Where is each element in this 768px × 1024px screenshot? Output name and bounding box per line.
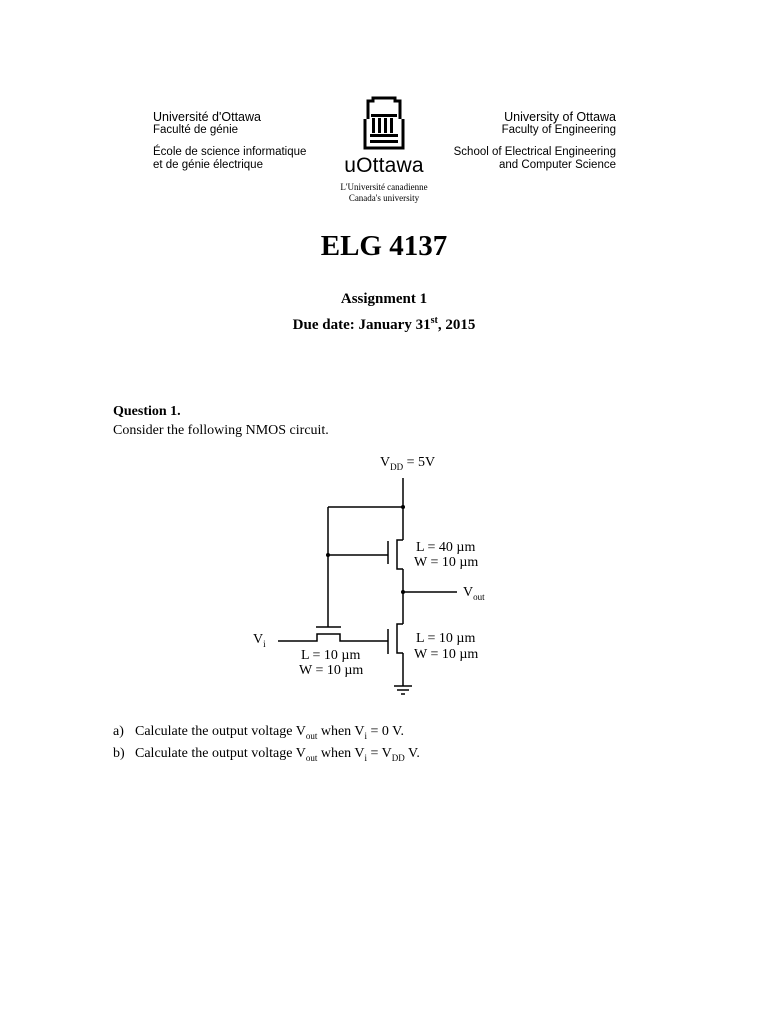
question-part-a: a) Calculate the output voltage $V_{out}$ when $V_i = 0$ V.: [113, 724, 404, 741]
header-university-fr: Université d'Ottawa: [153, 110, 261, 124]
header-left-block: [153, 110, 306, 172]
vi-label: $V_i$: [253, 632, 266, 649]
assignment-block: [0, 289, 768, 336]
junction-vout: [401, 590, 405, 594]
logo-tagline-en: Canada's university: [348, 193, 420, 203]
pass-width-label: W = 10 µm: [299, 663, 364, 678]
driver-length-label: L = 10 µm: [416, 631, 476, 646]
load-width-label: W = 10 µm: [414, 555, 479, 570]
question-parts: [113, 723, 420, 767]
header-university-en: University of Ottawa: [504, 110, 616, 124]
header-school-en-line1: School of Electrical Engineering: [453, 146, 616, 158]
question-part-b: b) Calculate the output voltage $V_{out}$ when $V_i = V_{DD}$ V.: [113, 745, 420, 763]
logo-wordmark: uOttawa: [344, 154, 424, 177]
header-right-block: [454, 110, 616, 172]
header-school-fr-line1: École de science informatique: [153, 146, 307, 158]
question-title: Question 1.: [113, 404, 181, 419]
header-faculty-en: Faculty of Engineering: [501, 124, 616, 136]
load-length-label: L = 40 µm: [416, 540, 476, 555]
junction-load-gate: [326, 553, 330, 557]
logo-tagline-fr: L'Université canadienne: [340, 182, 428, 192]
junction-vdd: [401, 505, 405, 509]
vout-label: $V_{out}$: [463, 585, 485, 602]
university-logo: [330, 96, 438, 204]
vdd-label: $V_{DD} = 5V$: [380, 455, 436, 472]
header-school-en-line2: and Computer Science: [499, 159, 616, 171]
assignment-title: Assignment 1: [340, 291, 428, 307]
nmos-circuit-diagram: [0, 450, 768, 700]
pass-length-label: L = 10 µm: [301, 648, 361, 663]
driver-width-label: W = 10 µm: [414, 647, 479, 662]
course-title: ELG 4137: [320, 230, 448, 262]
due-date: Due date: January 31st, 2015: [292, 315, 476, 333]
header-school-fr-line2: et de génie électrique: [153, 159, 263, 171]
building-crest-icon: [359, 96, 409, 150]
question-intro: Consider the following NMOS circuit.: [113, 423, 329, 438]
header-faculty-fr: Faculté de génie: [153, 124, 239, 136]
